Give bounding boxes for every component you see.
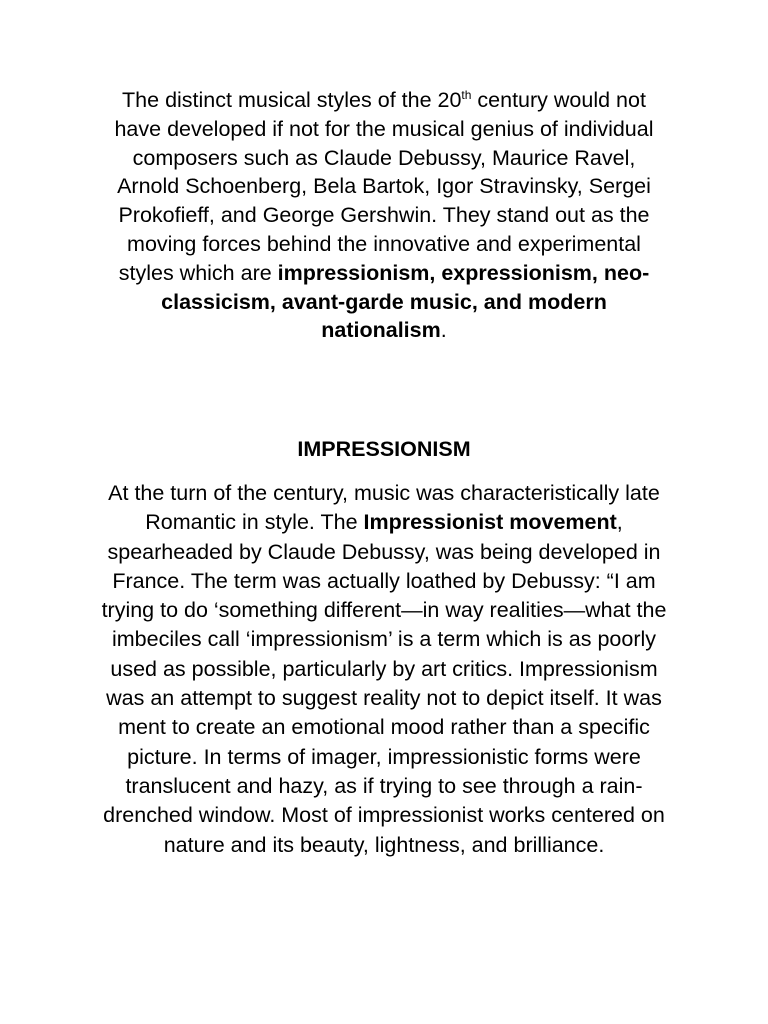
impressionism-paragraph: [100, 479, 668, 860]
intro-text-end: .: [440, 318, 447, 343]
impressionism-text-rest: , spearheaded by Claude Debussy, was being developed in France. The term was actually loathed by Debussy: “I am trying to do ‘something different—in way realities—what the imbeciles call ‘impressionism’ is a term which is as poorly used as possible, particularly by art critics. Impressionism was an attempt to suggest reality not to depict itself. It was ment to create an emotional mood rather than a specific picture. In terms of imager, impressionistic forms were translucent and hazy, as if trying to see through a rain-drenched window. Most of impressionist works centered on nature and its beauty, lightness, and brilliance.: [101, 510, 667, 857]
section-heading: IMPRESSIONISM: [297, 437, 471, 461]
intro-paragraph: [100, 86, 668, 345]
ordinal-superscript: th: [461, 88, 472, 102]
intro-bold-styles: impressionism, expressionism, neo-classicism, avant-garde music, and modern nationalism: [161, 260, 650, 343]
impressionism-bold-term: Impressionist movement: [363, 510, 617, 535]
intro-text-start: The distinct musical styles of the 20: [122, 88, 462, 112]
impressionism-text-start: At the turn of the century, music was characteristically late Romantic in style. The: [108, 481, 660, 535]
intro-text-middle: century would not have developed if not for the musical genius of individual composers such as Claude Debussy, Maurice Ravel, Arnold Schoenberg, Bela Bartok, Igor Stravinsky, Sergei Prokofieff, and George Gershwin. They stand out as the moving forces behind the innovative and experimental styles which are: [114, 88, 654, 285]
